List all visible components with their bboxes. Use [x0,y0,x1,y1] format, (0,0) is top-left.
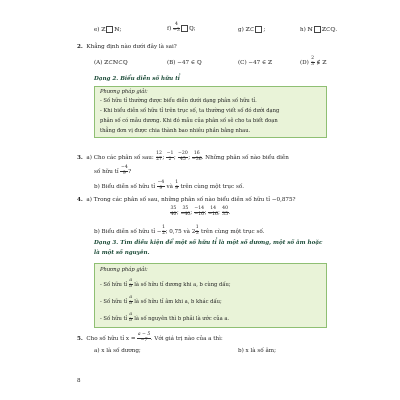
question-5: 5. Cho số hữu tỉ x = $\frac{a - 5}{-7}$ . Với giá trị nào của a thì: [77,332,223,343]
method-line: - Số hữu tỉ $\frac{a}{b}$ là số hữu tỉ dương khi a, b cùng dấu; [100,278,231,289]
method-line: thẳng đơn vị được chia thành bao nhiêu phần bằng nhau. [100,128,251,134]
method-heading: Phương pháp giải: [100,89,148,95]
exercise-1f: f) $\frac{4}{-3}$ ℚ; [167,22,196,33]
method-line: phân số có mẫu dương. Khi đó mẫu của phân số sẽ cho ta biết đoạn [100,118,278,124]
question-4a-fractions: $\frac{35}{40}$ ; $\frac{35}{-40}$ ; $\frac{-14}{-16}$ ; $\frac{14}{-16}$ ; $\frac{40}{35}$ . [170,206,231,217]
method-line: - Khi biểu diễn số hữu tỉ trên trục số, ta thường viết số đó dưới dạng [100,108,280,114]
question-4a: 4. a) Trong các phân số sau, những phân số nào biểu diễn số hữu tỉ −0,875? [77,197,296,203]
section-title-dang-3-line2: là một số nguyên. [94,250,150,256]
question-3a-line2: số hữu tỉ $\frac{-4}{9}$ ? [94,165,132,176]
question-3b: b) Biểu diễn số hữu tỉ $\frac{-4}{9}$ và $\frac{1}{9}$ trên cùng một trục số. [94,180,245,191]
exercise-1e: e) ℤ ℕ; [94,27,122,33]
question-4b: b) Biểu diễn số hữu tỉ − $\frac{1}{2}$ ; 0,75 và 2 $\frac{1}{3}$ trên cùng một trục số. [94,225,265,236]
exercise-1g: g) ℤ⊂ ; [238,27,266,33]
method-box-dang-3 [94,263,327,328]
section-title-dang-2: Dạng 2. Biểu diễn số hữu tỉ [94,76,180,82]
q2-option-a: (A) ℤ⊂ℕ⊂ℚ [94,60,128,66]
section-title-dang-3: Dạng 3. Tìm điều kiện để một số hữu tỉ là một số dương, một số âm hoặc [94,240,323,246]
page-number: 8 [77,378,81,384]
method-box-dang-2 [94,86,327,138]
question-3a: 3. a) Cho các phân số sau: $\frac{12}{27}$ ; $\frac{-1}{2}$ ; $\frac{-20}{45}$ ; $\frac{16}{-36}$ . Những phân số nào biểu diễn [77,151,289,162]
q2-option-b: (B) −47 ∈ ℚ [167,60,202,66]
q2-option-c: (C) −47 ∈ ℤ [238,60,273,66]
q2-option-d: (D) $\frac{2}{3}$ ∉ ℤ [300,56,327,67]
question-5b: b) x là số âm; [238,348,276,354]
exercise-1h: h) ℕ ℤ⊂ℚ. [300,27,338,33]
method-line: - Số hữu tỉ $\frac{a}{b}$ là số hữu tỉ âm khi a, b khác dấu; [100,295,222,306]
method-line: - Số hữu tỉ thường được biểu diễn dưới dạng phân số hữu tỉ. [100,98,257,104]
method-line: - Số hữu tỉ $\frac{a}{b}$ là số nguyên thì b phải là ước của a. [100,312,230,323]
question-2: 2. Khẳng định nào dưới đây là sai? [77,44,177,50]
question-5a: a) x là số dương; [94,348,141,354]
method-heading: Phương pháp giải: [100,267,148,273]
